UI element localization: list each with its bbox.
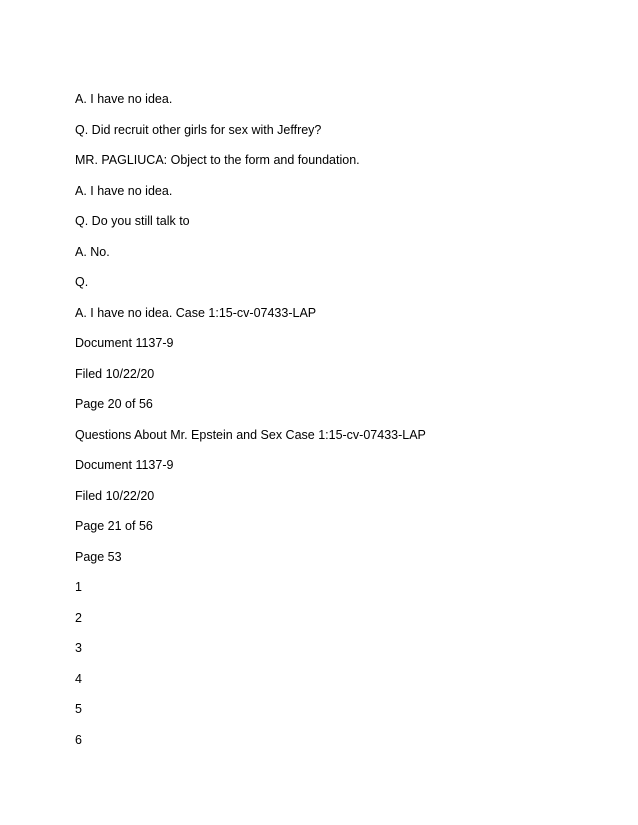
- line-number: 6: [75, 732, 82, 747]
- line-number: 2: [75, 610, 82, 625]
- line-number: 3: [75, 641, 82, 655]
- transcript-page-number: Page 53: [75, 549, 122, 564]
- question-line: Q. Do you still talk to: [75, 214, 190, 228]
- line-number: 5: [75, 702, 82, 716]
- question-line: Q. Did recruit other girls for sex with Jeffrey?: [75, 122, 322, 137]
- filed-date: Filed 10/22/20: [75, 488, 155, 503]
- document-body: [75, 89, 595, 760]
- filed-date: Filed 10/22/20: [75, 366, 155, 381]
- answer-line: A. I have no idea.: [75, 92, 173, 106]
- section-heading: Questions About Mr. Epstein and Sex Case 1:15-cv-07433-LAP: [75, 427, 426, 442]
- question-line: Q.: [75, 275, 89, 289]
- answer-line: A. I have no idea.: [75, 183, 173, 198]
- document-number: Document 1137-9: [75, 336, 174, 350]
- objection-line: MR. PAGLIUCA: Object to the form and foundation.: [75, 153, 360, 167]
- page-indicator: Page 20 of 56: [75, 397, 153, 411]
- document-number: Document 1137-9: [75, 458, 174, 472]
- line-number: 4: [75, 671, 82, 686]
- page-indicator: Page 21 of 56: [75, 519, 153, 533]
- answer-line: A. I have no idea. Case 1:15-cv-07433-LAP: [75, 305, 317, 320]
- line-number: 1: [75, 580, 82, 594]
- answer-line: A. No.: [75, 244, 110, 259]
